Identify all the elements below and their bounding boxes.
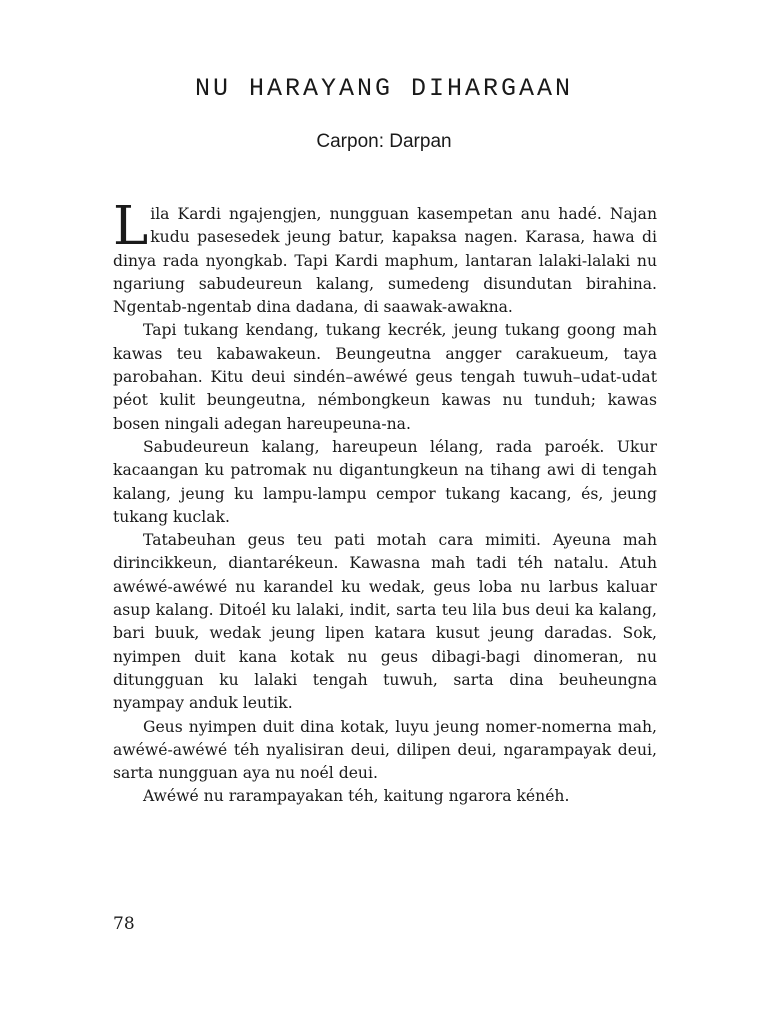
paragraph-1-text: ila Kardi ngajengjen, nungguan kasempetan anu hadé. Najan kudu pasesedek jeung batur, kapaksa nagen. Karasa, hawa di dinya rada nyongkab. Tapi Kardi maphum, lantaran lalaki-lalaki nu ngariung sabudeureun kalang, sumedeng disundutan birahina. Ngentab-ngentab dina dadana, di saawak-awakna. <box>113 205 657 317</box>
story-body <box>113 196 657 809</box>
paragraph-4: Tatabeuhan geus teu pati motah cara mimiti. Ayeuna mah dirincikkeun, diantarékeun. Kawasna mah tadi téh natalu. Atuh awéwé-awéwé nu karandel ku wedak, geus loba nu larbus kaluar asup kalang. Ditoél ku lalaki, indit, sarta teu lila bus deui ka kalang, bari buuk, wedak jeung lipen katara kusut jeung daradas. Sok, nyimpen duit kana kotak nu geus dibagi-bagi dinomeran, nu ditungguan ku lalaki tengah tuwuh, sarta dina beuheungna nyampay anduk leutik. <box>113 531 657 713</box>
paragraph-5: Geus nyimpen duit dina kotak, luyu jeung nomer-nomerna mah, awéwé-awéwé téh nyalisiran deui, dilipen deui, ngarampayak deui, sarta nungguan aya nu noél deui. <box>113 717 657 783</box>
paragraph-1 <box>113 196 657 319</box>
paragraph-6: Awéwé nu rarampayakan téh, kaitung ngarora kénéh. <box>143 787 570 806</box>
paragraph-2: Tapi tukang kendang, tukang kecrék, jeung tukang goong mah kawas teu kabawakeun. Beungeutna angger carakueum, taya parobahan. Kitu deui sindén–awéwé geus tengah tuwuh–udat-udat péot kulit beungeutna, némbongkeun kawas nu tunduh; kawas bosen ningali adegan hareupeuna-na. <box>113 321 657 433</box>
drop-cap: L <box>113 196 149 257</box>
paragraph-3: Sabudeureun kalang, hareupeun lélang, rada paroék. Ukur kacaangan ku patromak nu digantungkeun na tihang awi di tengah kalang, jeung ku lampu-lampu cempor tukang kacang, és, jeung tukang kuclak. <box>113 437 657 526</box>
page-number: 78 <box>113 914 135 934</box>
byline: Carpon: Darpan <box>316 131 452 152</box>
page-title: NU HARAYANG DIHARGAAN <box>194 74 574 103</box>
